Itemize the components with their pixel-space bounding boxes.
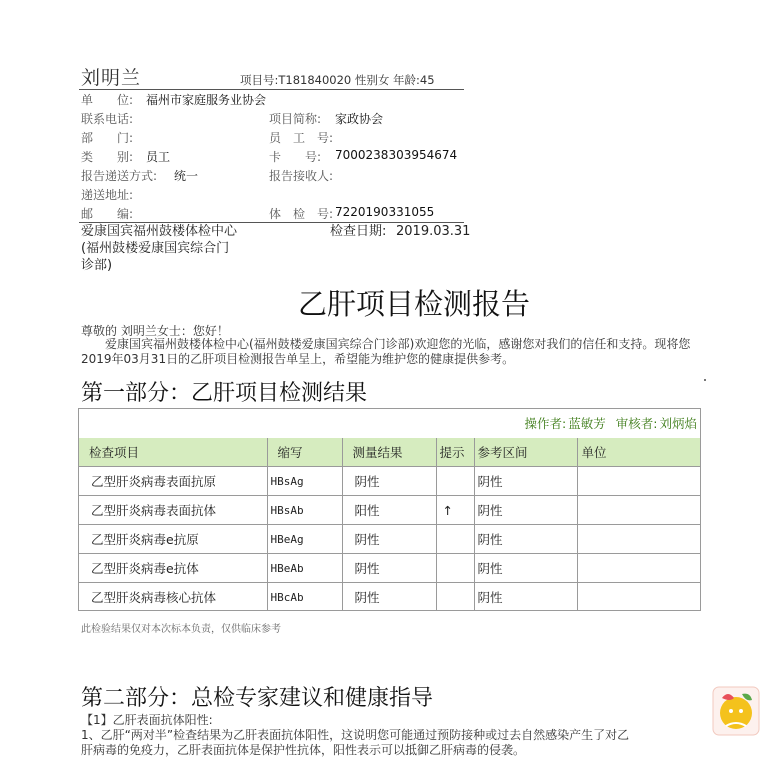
- postcode-label: 邮 编:: [81, 207, 134, 221]
- col-header-abbr: 缩写: [267, 438, 342, 467]
- disclaimer: 此检验结果仅对本次标本负责，仅供临床参考: [81, 624, 281, 635]
- emp-no-label: 员 工 号:: [269, 131, 334, 145]
- exam-no-label: 体 检 号:: [269, 207, 334, 221]
- part1-title: 第一部分：乙肝项目检测结果: [81, 381, 368, 406]
- cell-result: 阴性: [342, 525, 436, 554]
- table-header-row: [79, 438, 700, 467]
- cell-flag: [436, 583, 474, 612]
- cell-abbr: HBsAg: [267, 467, 342, 496]
- advice-item-title: 【1】乙肝表面抗体阳性:: [81, 713, 213, 727]
- cell-item: 乙型肝炎病毒核心抗体: [79, 583, 267, 612]
- exam-no-value: 7220190331055: [335, 205, 435, 219]
- cell-flag: [436, 467, 474, 496]
- delivery-value: 统一: [174, 169, 199, 183]
- reviewer-label: 审核者:: [615, 416, 658, 431]
- cell-item: 乙型肝炎病毒表面抗原: [79, 467, 267, 496]
- phone-label: 联系电话:: [81, 112, 134, 126]
- operator-line: [517, 414, 697, 432]
- exam-date-label: 检查日期:: [330, 224, 387, 239]
- col-header-flag: 提示: [436, 438, 474, 467]
- cell-ref: 阴性: [474, 467, 577, 496]
- cell-abbr: HBsAb: [267, 496, 342, 525]
- center-name-line3: 诊部): [81, 258, 113, 273]
- greeting: 尊敬的 刘明兰女士：您好！: [81, 324, 229, 338]
- center-name-line1: 爱康国宾福州鼓楼体检中心: [81, 224, 238, 239]
- card-no-value: 7000238303954674: [335, 148, 458, 162]
- cell-abbr: HBcAb: [267, 583, 342, 612]
- reviewer-name: 刘炳焰: [659, 416, 697, 431]
- project-abbr-label: 项目简称:: [269, 112, 322, 126]
- intro-paragraph: [81, 337, 701, 367]
- results-panel: [78, 408, 701, 611]
- cell-ref: 阴性: [474, 496, 577, 525]
- unit-label: 单 位:: [81, 93, 134, 107]
- unit-value: 福州市家庭服务业协会: [146, 93, 267, 107]
- cell-item: 乙型肝炎病毒表面抗体: [79, 496, 267, 525]
- table-row: [79, 525, 700, 554]
- cell-flag: [436, 554, 474, 583]
- col-header-unit: 单位: [577, 438, 700, 467]
- cell-unit: [577, 467, 700, 496]
- delivery-label: 报告递送方式:: [81, 169, 158, 183]
- col-header-item: 检查项目: [79, 438, 267, 467]
- table-row: [79, 467, 700, 496]
- cell-unit: [577, 525, 700, 554]
- center-name-line2: (福州鼓楼爱康国宾综合门: [81, 241, 230, 256]
- cell-abbr: HBeAb: [267, 554, 342, 583]
- col-header-result: 测量结果: [342, 438, 436, 467]
- part2-title: 第二部分：总检专家建议和健康指导: [81, 686, 434, 711]
- table-row: [79, 554, 700, 583]
- category-value: 员工: [146, 150, 171, 164]
- category-label: 类 别:: [81, 150, 134, 164]
- project-line: 项目号:T181840020 性别女 年龄:45: [240, 73, 435, 87]
- cell-result: 阴性: [342, 467, 436, 496]
- cell-flag: ↑: [436, 496, 474, 525]
- results-table: [79, 438, 700, 611]
- cell-result: 阴性: [342, 583, 436, 612]
- table-row: [79, 496, 700, 525]
- clinic-logo-icon: [712, 686, 760, 736]
- cell-result: 阴性: [342, 554, 436, 583]
- cell-ref: 阴性: [474, 554, 577, 583]
- cell-ref: 阴性: [474, 525, 577, 554]
- card-no-label: 卡 号:: [269, 150, 322, 164]
- exam-date-value: 2019.03.31: [396, 224, 471, 239]
- dept-label: 部 门:: [81, 131, 134, 145]
- stray-dot: [704, 379, 706, 381]
- cell-unit: [577, 583, 700, 612]
- cell-abbr: HBeAg: [267, 525, 342, 554]
- operator-label: 操作者:: [524, 416, 567, 431]
- cell-unit: [577, 496, 700, 525]
- cell-unit: [577, 554, 700, 583]
- cell-ref: 阴性: [474, 583, 577, 612]
- header-divider: [79, 89, 464, 90]
- intro-text: 爱康国宾福州鼓楼体检中心(福州鼓楼爱康国宾综合门诊部)欢迎您的光临，感谢您对我们的信任和支持。现将您2019年03月31日的乙肝项目检测报告单呈上，希望能为维护您的健康提供参考。: [81, 337, 691, 366]
- address-label: 递送地址:: [81, 188, 134, 202]
- cell-result: 阳性: [342, 496, 436, 525]
- patient-name: 刘明兰: [81, 67, 142, 89]
- report-title: 乙肝项目检测报告: [297, 287, 530, 321]
- receiver-label: 报告接收人:: [269, 169, 334, 183]
- cell-flag: [436, 525, 474, 554]
- operator-name: 蓝敏芳: [568, 416, 606, 431]
- table-row: [79, 583, 700, 612]
- advice-item-text-cutoff: 肝病毒的免疫力，乙肝表面抗体是保护性抗体，阳性表示可以抵御乙肝病毒的侵袭。: [81, 743, 526, 757]
- cell-item: 乙型肝炎病毒e抗原: [79, 525, 267, 554]
- col-header-ref: 参考区间: [474, 438, 577, 467]
- advice-item-text: 1、乙肝“两对半”检查结果为乙肝表面抗体阳性，这说明您可能通过预防接种或过去自然感染产生了对乙: [81, 728, 630, 742]
- project-abbr-value: 家政协会: [335, 112, 384, 126]
- cell-item: 乙型肝炎病毒e抗体: [79, 554, 267, 583]
